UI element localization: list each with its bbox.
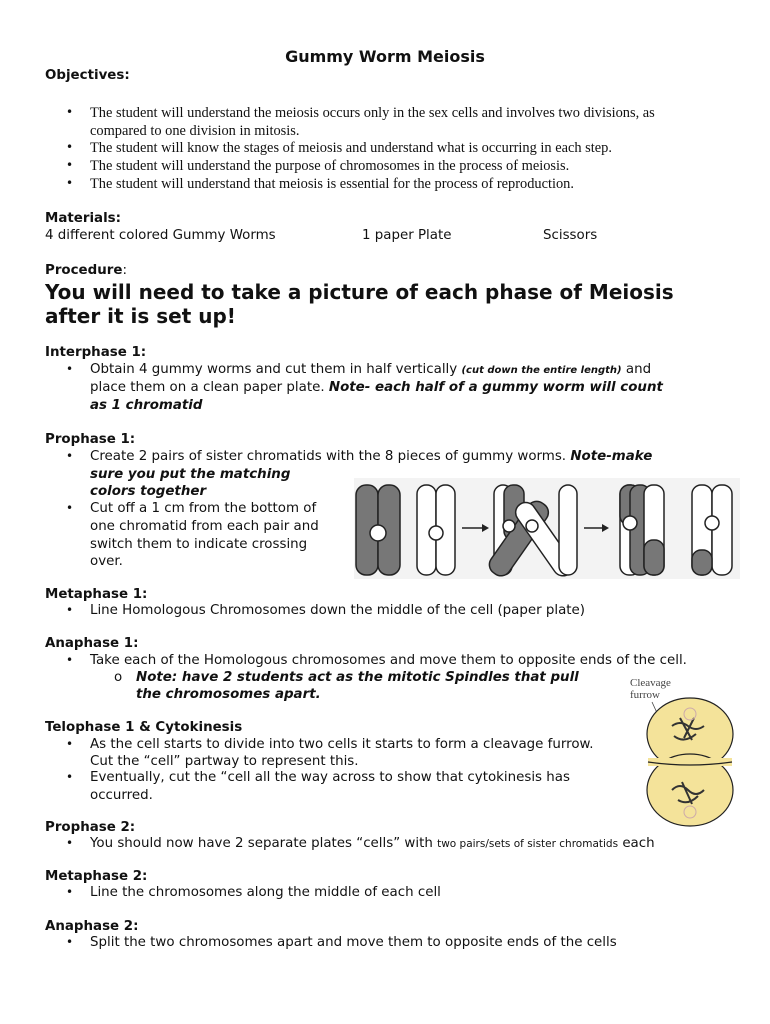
telophase1-line: Cut the “cell” partway to represent this. [90, 754, 359, 769]
bullet: • [66, 770, 74, 784]
telophase1-heading: Telophase 1 & Cytokinesis [45, 720, 243, 735]
page-title: Gummy Worm Meiosis [285, 47, 485, 66]
bullet: • [66, 449, 74, 463]
objective-item: The student will know the stages of meiosis and understand what is occurring in each step. [90, 140, 612, 156]
prophase1-line: switch them to indicate crossing [90, 537, 308, 552]
telophase1-line: occurred. [90, 788, 153, 803]
prophase1-note: Note-make [570, 449, 653, 464]
metaphase2-heading: Metaphase 2: [45, 869, 148, 884]
centromere [429, 526, 443, 540]
anaphase1-note-continued: the chromosomes apart. [136, 687, 321, 702]
bullet: • [66, 362, 74, 376]
prophase1-line: one chromatid from each pair and [90, 519, 319, 534]
prophase1-line: over. [90, 554, 123, 569]
objective-item: The student will understand that meiosis is essential for the process of reproduction. [90, 176, 574, 192]
material-item: 1 paper Plate [362, 228, 452, 243]
cleavage-label: Cleavage [630, 677, 671, 689]
sub-bullet-marker: o [114, 670, 123, 685]
prophase1-line [90, 448, 652, 465]
bullet: • [66, 885, 74, 899]
telophase1-line: Eventually, cut the “cell all the way across to show that cytokinesis has [90, 770, 570, 785]
metaphase1-heading: Metaphase 1: [45, 587, 148, 602]
objective-item-continued: compared to one division in mitosis. [90, 123, 300, 139]
cleavage-label: furrow [630, 689, 660, 701]
procedure-heading [45, 262, 127, 279]
materials-heading: Materials: [45, 211, 121, 226]
prophase1-note-continued: colors together [90, 484, 207, 499]
interphase1-line [90, 361, 651, 379]
bullet: • [66, 176, 74, 190]
centromere [370, 525, 386, 541]
interphase1-line [90, 379, 663, 396]
chromatid-dark-segment [692, 550, 712, 575]
interphase1-text: place them on a clean paper plate. [90, 380, 329, 395]
bullet: • [66, 737, 74, 751]
bullet: • [66, 653, 74, 667]
prophase1-text: Create 2 pairs of sister chromatids with the 8 pieces of gummy worms. [90, 449, 571, 464]
prophase2-line [90, 835, 655, 853]
prophase2-text: each [618, 836, 655, 851]
procedure-banner-line: after it is set up! [45, 304, 236, 328]
material-item: 4 different colored Gummy Worms [45, 228, 276, 243]
interphase1-heading: Interphase 1: [45, 345, 147, 360]
centromere [503, 520, 515, 532]
bullet: • [66, 105, 74, 119]
objective-item: The student will understand the meiosis occurs only in the sex cells and involves two divisions, as [90, 105, 655, 121]
prophase1-note-continued: sure you put the matching [90, 467, 291, 482]
metaphase2-line: Line the chromosomes along the middle of each cell [90, 885, 441, 900]
bullet: • [66, 935, 74, 949]
centromere [705, 516, 719, 530]
telophase1-line: As the cell starts to divide into two cells it starts to form a cleavage furrow. [90, 737, 594, 752]
anaphase1-line: Take each of the Homologous chromosomes and move them to opposite ends of the cell. [90, 653, 687, 668]
procedure-colon: : [122, 263, 127, 278]
bullet: • [66, 501, 74, 515]
anaphase1-note: Note: have 2 students act as the mitotic Spindles that pull [136, 670, 579, 685]
cleavage-furrow-figure [622, 672, 750, 830]
interphase1-text: and [621, 362, 652, 377]
chromatid-light [559, 485, 577, 575]
objectives-heading: Objectives: [45, 68, 130, 83]
crossing-over-figure [354, 478, 740, 579]
material-item: Scissors [543, 228, 598, 243]
bullet: • [66, 603, 74, 617]
prophase2-text: You should now have 2 separate plates “cells” with [90, 836, 438, 851]
prophase1-heading: Prophase 1: [45, 432, 136, 447]
interphase1-cut-note: (cut down the entire length) [461, 365, 622, 376]
bullet: • [66, 836, 74, 850]
centromere [526, 520, 538, 532]
interphase1-text: Obtain 4 gummy worms and cut them in half vertically [90, 362, 462, 377]
anaphase2-line: Split the two chromosomes apart and move them to opposite ends of the cells [90, 935, 617, 950]
prophase2-small-text: two pairs/sets of sister chromatids [437, 838, 619, 850]
procedure-heading-label: Procedure [45, 263, 123, 278]
anaphase1-heading: Anaphase 1: [45, 636, 139, 651]
interphase1-note-continued: as 1 chromatid [90, 398, 203, 413]
metaphase1-line: Line Homologous Chromosomes down the middle of the cell (paper plate) [90, 603, 586, 618]
objective-item: The student will understand the purpose of chromosomes in the process of meiosis. [90, 158, 570, 174]
bullet: • [66, 140, 74, 154]
prophase2-heading: Prophase 2: [45, 820, 136, 835]
bullet: • [66, 158, 74, 172]
procedure-banner-line: You will need to take a picture of each phase of Meiosis [45, 280, 674, 304]
chromatid-dark-segment [644, 540, 664, 575]
anaphase2-heading: Anaphase 2: [45, 919, 139, 934]
centromere [623, 516, 637, 530]
interphase1-note: Note- each half of a gummy worm will count [328, 380, 663, 395]
prophase1-line: Cut off a 1 cm from the bottom of [90, 501, 317, 516]
